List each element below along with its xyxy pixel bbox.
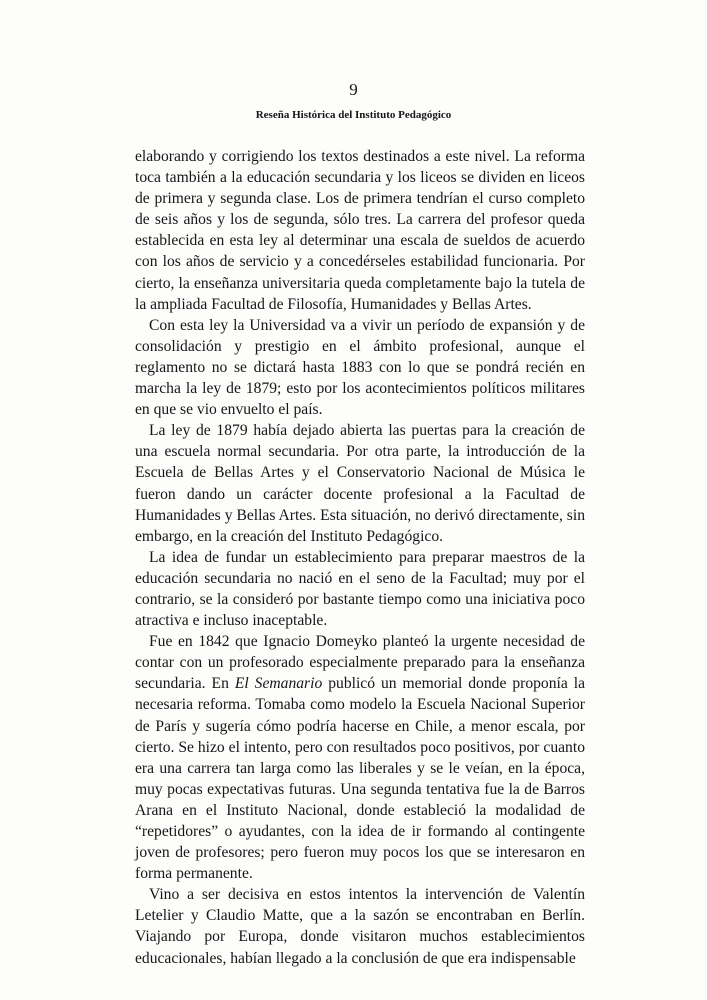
paragraph-4: La idea de fundar un establecimiento para preparar maestros de la educación secundaria no nació en el seno de la Facultad; muy por el contrario, se la consideró por bastante tiempo como una iniciativa poco atractiva e incluso inaceptable. [135, 548, 585, 630]
periodical-title: El Semanario [234, 675, 323, 693]
paragraph-3: La ley de 1879 había dejado abierta las puertas para la creación de una escuela normal secundaria. Por otra parte, la introducción de la Escuela de Bellas Artes y el Conservatorio Nacional de Música le fueron dando un carácter docente profesional a la Facultad de Humanidades y Bellas Artes. Esta situación, no derivó directamente, sin embargo, en la creación del Instituto Pedagógico. [135, 422, 585, 545]
paragraph-5-text-before: Fue en 1842 que Ignacio Domeyko planteó la urgente necesidad de contar con un profesorado especialmente preparado para la enseñanza secundaria. En [135, 633, 585, 693]
paragraph-1: elaborando y corrigiendo los textos destinados a este nivel. La reforma toca también a la educación secundaria y los liceos se dividen en liceos de primera y segunda clase. Los de primera tendrían el curso completo de seis años y los de segunda, sólo tres. La carrera del profesor queda establecida en esta ley al determinar una escala de sueldos de acuerdo con los años de servicio y a concedérseles estabilidad funcionaria. Por cierto, la enseñanza universitaria queda completamente bajo la tutela de la ampliada Facultad de Filosofía, Humanidades y Bellas Artes. [135, 148, 585, 313]
paragraph-5-text-after: publicó un memorial donde proponía la necesaria reforma. Tomaba como modelo la Escuela Nacional Superior de París y sugería cómo podría hacerse en Chile, a menor escala, por cierto. Se hizo el intento, pero con resultados poco positivos, por cuanto era una carrera tan larga como las liberales y se le veían, en la época, muy pocas expectativas futuras. Una segunda tentativa fue la de Barros Arana en el Instituto Nacional, donde estableció la modalidad de “repetidores” o ayudantes, con la idea de ir formando al contingente joven de profesores; pero fueron muy pocos los que se interesaron en forma permanente. [135, 675, 586, 883]
running-title: Reseña Histórica del Instituto Pedagógico [255, 109, 452, 121]
body-text [135, 146, 585, 969]
paragraph-6: Vino a ser decisiva en estos intentos la intervención de Valentín Letelier y Claudio Matte, que a la sazón se encontraban en Berlín. Viajando por Europa, donde visitaron muchos establecimientos educacionales, habían llegado a la conclusión de que era indispensable [135, 886, 585, 967]
paragraph-2: Con esta ley la Universidad va a vivir un período de expansión y de consolidación y prestigio en el ámbito profesional, aunque el reglamento no se dictará hasta 1883 con lo que se pondrá recién en marcha la ley de 1879; esto por los acontecimientos políticos militares en que se vio envuelto el país. [135, 316, 585, 419]
paragraph-5 [135, 631, 585, 884]
page-number: 9 [349, 80, 358, 99]
